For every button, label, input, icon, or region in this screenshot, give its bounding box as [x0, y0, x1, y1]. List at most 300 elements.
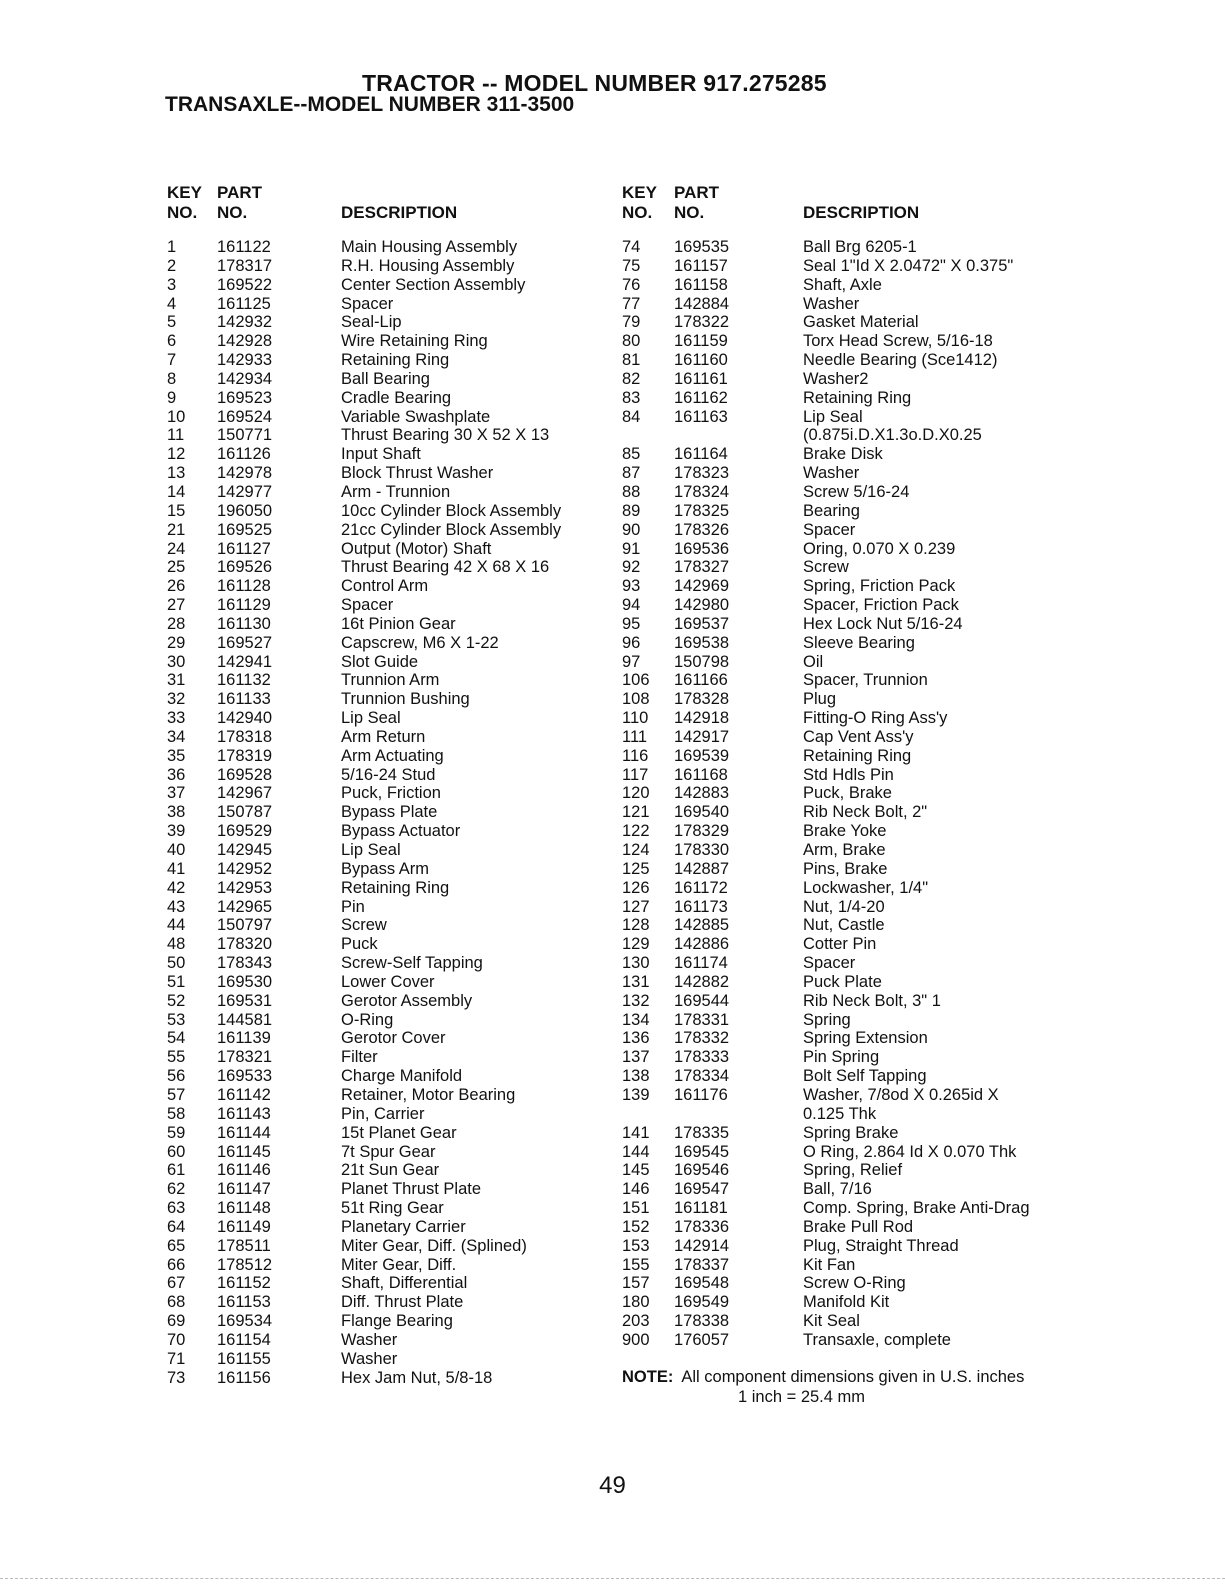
part-no: 142952	[217, 859, 273, 878]
part-no: 161176	[674, 1085, 728, 1104]
parts-row	[167, 653, 627, 672]
part-no: 178338	[674, 1312, 730, 1331]
parts-row	[167, 1011, 627, 1030]
parts-row	[622, 1143, 1062, 1162]
note-text: All component dimensions given in U.S. inches	[681, 1368, 1025, 1386]
part-no: 142917	[674, 727, 730, 746]
part-no: 178332	[674, 1029, 730, 1048]
part-no: 178512	[217, 1255, 273, 1274]
description: Output (Motor) Shaft	[341, 539, 492, 558]
description: Kit Fan	[803, 1255, 856, 1274]
description: Gerotor Cover	[341, 1029, 446, 1048]
description: Oil	[803, 652, 824, 671]
part-header-line2: NO.	[217, 203, 248, 222]
description: Fitting-O Ring Ass'y	[803, 709, 948, 728]
key-no: 126	[622, 878, 650, 897]
description: 5/16-24 Stud	[341, 765, 436, 784]
description: Lip Seal	[341, 841, 401, 859]
parts-row	[167, 709, 627, 728]
part-no: 150797	[217, 916, 273, 935]
parts-row	[167, 276, 627, 295]
part-no: 142883	[674, 784, 730, 803]
part-no: 178322	[674, 313, 730, 332]
key-no: 61	[167, 1161, 186, 1180]
key-header-line2: NO.	[622, 203, 653, 222]
key-no: 157	[622, 1274, 650, 1293]
parts-row	[622, 898, 1062, 917]
parts-row	[622, 408, 1062, 427]
key-no: 96	[622, 633, 641, 652]
parts-row	[622, 558, 1062, 577]
description: Washer, 7/8od X 0.265id X	[803, 1085, 999, 1104]
parts-row	[622, 483, 1062, 502]
description: Plug, Straight Thread	[803, 1236, 959, 1255]
note	[622, 1368, 1024, 1387]
part-no: 161127	[217, 539, 271, 558]
part-no: 161157	[674, 256, 728, 275]
part-no: 161147	[217, 1180, 271, 1199]
part-no: 178335	[674, 1123, 730, 1142]
description: Nut, Castle	[803, 916, 885, 935]
description: Torx Head Screw, 5/16-18	[803, 332, 993, 351]
key-no: 43	[167, 897, 186, 916]
key-no: 65	[167, 1236, 186, 1255]
description: Center Section Assembly	[341, 275, 526, 294]
parts-row	[167, 1161, 627, 1180]
page-number: 49	[599, 1472, 626, 1499]
description: Lower Cover	[341, 972, 435, 991]
key-no: 37	[167, 784, 186, 803]
key-no: 95	[622, 614, 641, 633]
part-no: 161142	[217, 1085, 271, 1104]
part-no: 142953	[217, 878, 273, 897]
description: Pin	[341, 897, 365, 916]
part-no: 178324	[674, 482, 730, 501]
key-no: 27	[167, 596, 186, 615]
key-no	[622, 1105, 674, 1124]
description: Needle Bearing (Sce1412)	[803, 351, 998, 370]
parts-row	[622, 464, 1062, 483]
parts-row	[167, 1199, 627, 1218]
parts-row	[622, 766, 1062, 785]
part-no: 150798	[674, 652, 730, 671]
description: Flange Bearing	[341, 1312, 453, 1331]
key-no: 121	[622, 803, 650, 822]
part-no: 169522	[217, 275, 273, 294]
parts-row	[622, 747, 1062, 766]
key-no: 116	[622, 746, 649, 765]
key-no: 128	[622, 916, 650, 935]
parts-row	[167, 332, 627, 351]
part-no: 169534	[217, 1312, 273, 1331]
part-no: 178331	[674, 1010, 730, 1029]
part-no: 161158	[674, 275, 728, 294]
parts-row	[622, 445, 1062, 464]
description: Gerotor Assembly	[341, 991, 473, 1010]
description: Spring Extension	[803, 1029, 928, 1048]
description: 16t Pinion Gear	[341, 614, 456, 633]
parts-row	[167, 313, 627, 332]
description: Trunnion Arm	[341, 671, 440, 690]
key-no: 125	[622, 859, 650, 878]
parts-row	[167, 1143, 627, 1162]
description: Spacer	[803, 954, 856, 973]
description-header-right: DESCRIPTION	[803, 203, 920, 222]
key-no: 51	[167, 972, 186, 991]
parts-row	[167, 992, 627, 1011]
part-no: 176057	[674, 1330, 730, 1349]
description: Spacer, Friction Pack	[803, 596, 959, 615]
description: (0.875i.D.X1.3o.D.X0.25	[803, 426, 982, 445]
part-no: 161144	[217, 1123, 271, 1142]
key-no: 152	[622, 1217, 650, 1236]
key-no: 88	[622, 482, 641, 501]
key-no: 12	[167, 445, 186, 464]
parts-row	[622, 351, 1062, 370]
key-header-line1: KEY	[622, 183, 657, 202]
part-no: 178333	[674, 1048, 730, 1067]
description: Ball Bearing	[341, 369, 430, 388]
key-no: 122	[622, 822, 650, 841]
part-no: 161122	[217, 238, 271, 256]
part-no: 142928	[217, 332, 273, 351]
key-no: 29	[167, 633, 186, 652]
key-no: 9	[167, 388, 177, 407]
part-no: 161145	[217, 1142, 271, 1161]
key-no: 21	[167, 520, 186, 539]
parts-row	[622, 1161, 1062, 1180]
key-no: 48	[167, 935, 186, 954]
description: Bypass Actuator	[341, 822, 461, 841]
part-no: 169526	[217, 558, 273, 577]
parts-row	[167, 464, 627, 483]
description: Bypass Plate	[341, 803, 438, 822]
parts-row	[167, 615, 627, 634]
description: Washer	[341, 1330, 398, 1349]
parts-row	[622, 822, 1062, 841]
description: Spring, Relief	[803, 1161, 903, 1180]
key-no: 52	[167, 991, 186, 1010]
description: 51t Ring Gear	[341, 1199, 444, 1218]
key-no: 75	[622, 256, 641, 275]
part-no: 161129	[217, 596, 271, 615]
parts-row	[167, 1237, 627, 1256]
key-no: 79	[622, 313, 641, 332]
description: Shaft, Axle	[803, 275, 882, 294]
key-no: 5	[167, 313, 177, 332]
part-no-header-left	[217, 183, 262, 222]
description: Bearing	[803, 501, 860, 520]
part-no: 142940	[217, 709, 273, 728]
description: Cotter Pin	[803, 935, 877, 954]
part-no: 142941	[217, 652, 273, 671]
key-no: 145	[622, 1161, 650, 1180]
part-no: 178323	[674, 464, 730, 483]
key-no: 34	[167, 727, 186, 746]
parts-row	[622, 540, 1062, 559]
key-no: 117	[622, 765, 649, 784]
description: Thrust Bearing 42 X 68 X 16	[341, 558, 550, 577]
parts-row	[167, 1029, 627, 1048]
parts-row	[622, 389, 1062, 408]
part-no: 178319	[217, 746, 273, 765]
part-no: 169537	[674, 614, 730, 633]
part-no: 169527	[217, 633, 273, 652]
parts-row	[622, 295, 1062, 314]
parts-row	[622, 596, 1062, 615]
parts-row	[167, 521, 627, 540]
key-no: 71	[167, 1349, 186, 1368]
parts-row	[167, 577, 627, 596]
description: Miter Gear, Diff.	[341, 1255, 457, 1274]
part-no: 169538	[674, 633, 730, 652]
parts-row	[167, 257, 627, 276]
description: Spacer, Trunnion	[803, 671, 928, 690]
part-no: 142884	[674, 294, 730, 313]
key-no: 30	[167, 652, 186, 671]
parts-row	[167, 1369, 627, 1388]
parts-row	[167, 935, 627, 954]
key-no: 8	[167, 369, 177, 388]
description: Screw-Self Tapping	[341, 954, 483, 973]
parts-row	[622, 860, 1062, 879]
key-no: 120	[622, 784, 650, 803]
key-no: 70	[167, 1330, 186, 1349]
description: 21t Sun Gear	[341, 1161, 440, 1180]
key-no: 97	[622, 652, 641, 671]
description: Puck Plate	[803, 972, 882, 991]
part-no: 161126	[217, 445, 271, 464]
part-no: 178511	[217, 1236, 271, 1255]
parts-row	[167, 1218, 627, 1237]
description: Miter Gear, Diff. (Splined)	[341, 1236, 527, 1255]
part-no: 178318	[217, 727, 273, 746]
description: Bypass Arm	[341, 859, 430, 878]
part-no: 161133	[217, 690, 271, 709]
key-no: 11	[167, 426, 185, 445]
part-no: 169540	[674, 803, 730, 822]
parts-list-left	[167, 238, 627, 1387]
parts-row	[167, 540, 627, 559]
parts-row	[167, 803, 627, 822]
description: Sleeve Bearing	[803, 633, 915, 652]
key-no: 58	[167, 1104, 186, 1123]
page-subtitle: TRANSAXLE--MODEL NUMBER 311-3500	[165, 93, 575, 116]
part-no: 178330	[674, 841, 730, 859]
part-no: 178317	[217, 256, 273, 275]
description: Bolt Self Tapping	[803, 1067, 927, 1086]
key-no: 151	[622, 1199, 650, 1218]
parts-row	[167, 295, 627, 314]
description: Arm - Trunnion	[341, 482, 451, 501]
part-no: 161128	[217, 577, 271, 596]
part-no: 178320	[217, 935, 273, 954]
parts-row	[622, 1067, 1062, 1086]
part-no: 161174	[674, 954, 728, 973]
parts-row	[622, 690, 1062, 709]
key-no: 139	[622, 1085, 650, 1104]
part-no: 169523	[217, 388, 273, 407]
description: 15t Planet Gear	[341, 1123, 457, 1142]
key-no: 131	[622, 972, 650, 991]
parts-row	[167, 1293, 627, 1312]
parts-row	[622, 1312, 1062, 1331]
description: Brake Disk	[803, 445, 883, 464]
key-no: 6	[167, 332, 177, 351]
parts-row	[622, 1011, 1062, 1030]
description: Spring	[803, 1010, 851, 1029]
page-title: TRACTOR -- MODEL NUMBER 917.275285	[362, 70, 827, 96]
parts-row	[167, 483, 627, 502]
description: Seal 1"Id X 2.0472" X 0.375"	[803, 256, 1014, 275]
parts-row	[622, 577, 1062, 596]
description: O Ring, 2.864 Id X 0.070 Thk	[803, 1142, 1017, 1161]
parts-row	[167, 1350, 627, 1369]
key-no: 76	[622, 275, 641, 294]
description: Spacer	[341, 294, 394, 313]
parts-row	[622, 521, 1062, 540]
parts-row	[167, 784, 627, 803]
key-no: 14	[167, 482, 186, 501]
part-no: 178334	[674, 1067, 730, 1086]
description: 0.125 Thk	[803, 1104, 877, 1123]
key-no: 3	[167, 275, 177, 294]
key-no: 80	[622, 332, 641, 351]
part-no: 178325	[674, 501, 730, 520]
parts-row	[167, 558, 627, 577]
parts-row	[167, 351, 627, 370]
part-no: 161166	[674, 671, 728, 690]
parts-row	[622, 1029, 1062, 1048]
part-no: 142967	[217, 784, 273, 803]
key-no: 33	[167, 709, 186, 728]
key-no: 124	[622, 841, 650, 859]
parts-row	[622, 502, 1062, 521]
parts-row	[167, 973, 627, 992]
parts-row	[622, 653, 1062, 672]
description: Puck, Brake	[803, 784, 892, 803]
key-no: 180	[622, 1293, 650, 1312]
parts-row	[167, 502, 627, 521]
parts-row	[622, 879, 1062, 898]
part-no: 142887	[674, 859, 730, 878]
description: Gasket Material	[803, 313, 919, 332]
description: Screw	[341, 916, 387, 935]
key-no: 83	[622, 388, 641, 407]
description: Control Arm	[341, 577, 429, 596]
key-no: 93	[622, 577, 641, 596]
description: Spring Brake	[803, 1123, 899, 1142]
key-no: 203	[622, 1312, 650, 1331]
parts-row	[622, 973, 1062, 992]
part-no: 144581	[217, 1010, 273, 1029]
key-no: 92	[622, 558, 641, 577]
parts-row	[622, 332, 1062, 351]
part-no: 161168	[674, 765, 728, 784]
key-no: 90	[622, 520, 641, 539]
key-header-line2: NO.	[167, 203, 198, 222]
description: 7t Spur Gear	[341, 1142, 436, 1161]
parts-row	[167, 408, 627, 427]
parts-row	[167, 1067, 627, 1086]
key-no: 77	[622, 294, 641, 313]
parts-row	[167, 879, 627, 898]
key-no: 39	[167, 822, 186, 841]
part-no: 161154	[217, 1330, 271, 1349]
part-no: 169546	[674, 1161, 730, 1180]
key-no: 26	[167, 577, 186, 596]
key-no: 900	[622, 1330, 650, 1349]
part-no: 142932	[217, 313, 273, 332]
part-no: 169524	[217, 407, 273, 426]
description: Main Housing Assembly	[341, 238, 518, 256]
parts-row	[167, 634, 627, 653]
description: Variable Swashplate	[341, 407, 491, 426]
parts-row	[167, 238, 627, 257]
parts-row	[622, 1256, 1062, 1275]
key-no: 13	[167, 464, 186, 483]
parts-row	[622, 1086, 1062, 1105]
key-no: 84	[622, 407, 641, 426]
part-no: 142914	[674, 1236, 730, 1255]
parts-row	[167, 671, 627, 690]
part-no: 169529	[217, 822, 273, 841]
parts-row	[167, 954, 627, 973]
key-no: 66	[167, 1255, 186, 1274]
parts-row	[167, 747, 627, 766]
parts-row	[622, 1293, 1062, 1312]
part-no: 142885	[674, 916, 730, 935]
parts-row	[622, 709, 1062, 728]
parts-row	[167, 916, 627, 935]
key-no: 130	[622, 954, 650, 973]
parts-row	[167, 690, 627, 709]
key-no: 62	[167, 1180, 186, 1199]
key-no: 4	[167, 294, 177, 313]
key-no	[622, 426, 674, 445]
key-no: 67	[167, 1274, 186, 1293]
description: Std Hdls Pin	[803, 765, 894, 784]
part-header-line1: PART	[217, 183, 263, 202]
parts-row	[622, 313, 1062, 332]
key-no: 138	[622, 1067, 650, 1086]
part-no: 178326	[674, 520, 730, 539]
parts-row	[167, 822, 627, 841]
parts-row	[622, 615, 1062, 634]
key-no: 153	[622, 1236, 650, 1255]
part-no: 161173	[674, 897, 728, 916]
part-no: 161181	[674, 1199, 728, 1218]
description: Ball, 7/16	[803, 1180, 872, 1199]
parts-row	[622, 1199, 1062, 1218]
part-no: 161159	[674, 332, 728, 351]
description: Brake Yoke	[803, 822, 887, 841]
parts-row	[167, 1086, 627, 1105]
key-no: 68	[167, 1293, 186, 1312]
part-no: 161152	[217, 1274, 271, 1293]
part-no: 142886	[674, 935, 730, 954]
part-no: 142934	[217, 369, 273, 388]
part-no: 142945	[217, 841, 273, 859]
part-no: 142978	[217, 464, 273, 483]
description: Retaining Ring	[803, 746, 912, 765]
description: Diff. Thrust Plate	[341, 1293, 464, 1312]
description-header-left: DESCRIPTION	[341, 203, 458, 222]
part-no: 178343	[217, 954, 273, 973]
description: Input Shaft	[341, 445, 421, 464]
part-no: 169536	[674, 539, 730, 558]
description: Brake Pull Rod	[803, 1217, 914, 1236]
